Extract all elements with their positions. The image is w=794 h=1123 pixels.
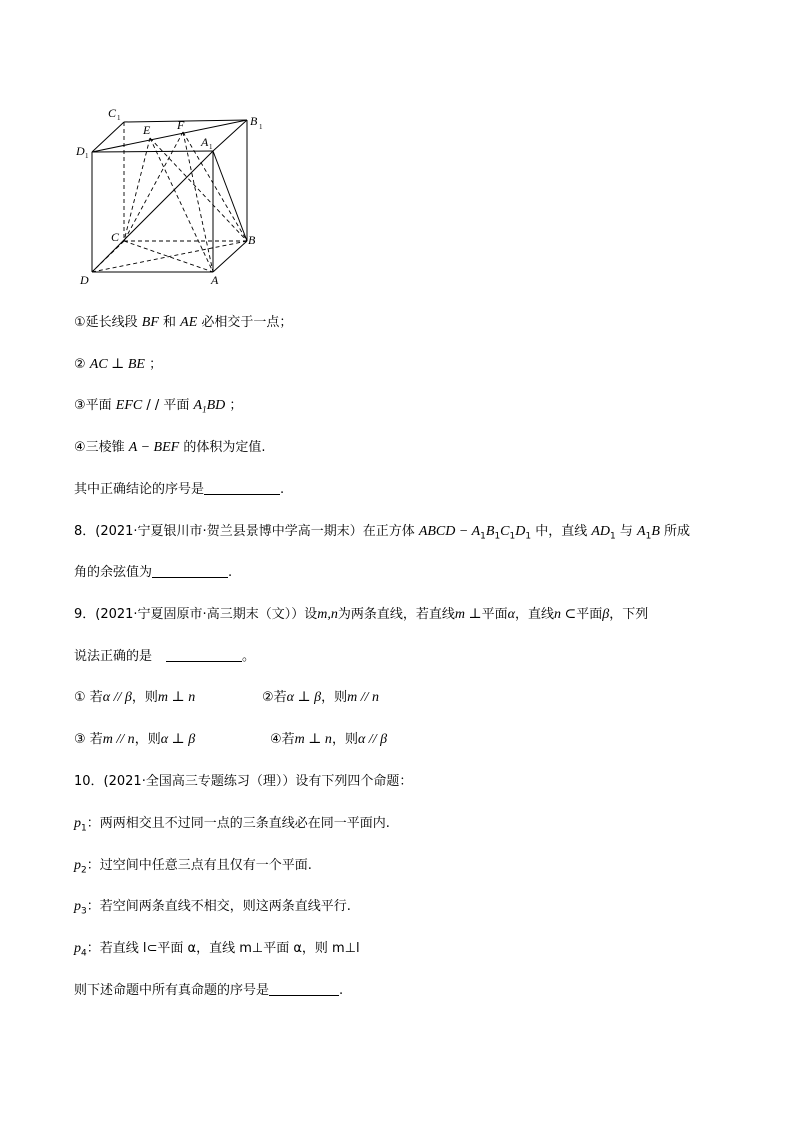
q9-option-3: ③ 若m // n，则α ⊥ β bbox=[74, 732, 196, 747]
svg-text:1: 1 bbox=[209, 143, 213, 151]
q9-option-4: ④若m ⊥ n，则α // β bbox=[270, 732, 388, 747]
edge-C1D1 bbox=[92, 122, 124, 152]
q8-line1: 8．(2021·宁夏银川市·贺兰县景博中学高一期末）在正方体 ABCD − $A_1B_1C_1D_1$ 中，直线 $AD_1$ 与 $A_1B$ 所成 bbox=[74, 524, 691, 542]
q9-line2: 说法正确的是 。 bbox=[74, 649, 256, 664]
label-C1: C bbox=[108, 106, 117, 120]
q10-proposition-1: $p_1$：两两相交且不过同一点的三条直线必在同一平面内. bbox=[74, 816, 390, 834]
q8-answer-blank bbox=[152, 564, 228, 578]
segment-EB bbox=[150, 138, 247, 241]
segment-FB bbox=[183, 132, 247, 241]
label-A1: A bbox=[201, 135, 209, 149]
q9-line1: 9．(2021·宁夏固原市·高三期末（文））设m,n为两条直线，若直线m ⊥平面α，直线n ⊂平面β，下列 bbox=[74, 607, 649, 622]
edge-C1B1 bbox=[124, 120, 247, 122]
q9-answer-blank bbox=[166, 648, 242, 662]
edge-CD bbox=[92, 241, 124, 272]
q10-answer-line: 则下述命题中所有真命题的序号是 . bbox=[74, 983, 344, 998]
q9-option-2: ②若α ⊥ β，则m // n bbox=[262, 690, 380, 705]
q9-option-1: ① 若α // β，则m ⊥ n bbox=[74, 690, 196, 705]
label-E: E bbox=[143, 123, 151, 137]
conclusion-1: ①延长线段 BF 和 AE 必相交于一点； bbox=[74, 315, 293, 330]
svg-text:1: 1 bbox=[117, 114, 121, 122]
segment-EC bbox=[124, 138, 150, 241]
svg-text:1: 1 bbox=[259, 123, 263, 131]
label-F: F bbox=[177, 118, 185, 132]
q10-heading: 10．(2021·全国高三专题练习（理））设有下列四个命题： bbox=[74, 774, 413, 789]
label-B: B bbox=[248, 233, 256, 247]
q10-proposition-3: $p_3$：若空间两条直线不相交，则这两条直线平行. bbox=[74, 899, 351, 917]
q8-line2: 角的余弦值为 . bbox=[74, 565, 233, 580]
conclusion-2: ② AC ⊥ BE ； bbox=[74, 357, 163, 372]
label-D1: D bbox=[76, 144, 85, 158]
q10-proposition-4: $p_4$：若直线 l⊂平面 α，直线 m⊥平面 α，则 m⊥l bbox=[74, 941, 360, 959]
label-B1: B bbox=[250, 114, 258, 128]
label-A: A bbox=[211, 273, 219, 287]
cube-diagram bbox=[70, 96, 270, 296]
conclusion-4: ④三棱锥 A − BEF 的体积为定值. bbox=[74, 440, 266, 455]
segment-DA1 bbox=[92, 151, 213, 272]
q7-answer-line: 其中正确结论的序号是 . bbox=[74, 482, 285, 497]
edge-AB bbox=[213, 241, 247, 272]
q10-answer-blank bbox=[269, 982, 339, 996]
q10-proposition-2: $p_2$：过空间中任意三点有且仅有一个平面. bbox=[74, 858, 312, 876]
segment-DB bbox=[92, 241, 247, 272]
svg-text:1: 1 bbox=[85, 152, 89, 160]
edge-B1A1 bbox=[213, 120, 247, 151]
cube-figure bbox=[70, 96, 270, 296]
segment-D1B1 bbox=[92, 120, 247, 152]
q7-answer-blank bbox=[204, 481, 280, 495]
segment-A1B bbox=[213, 151, 247, 241]
segment-FC bbox=[124, 132, 183, 241]
label-C: C bbox=[111, 230, 120, 244]
conclusion-3: ③平面 EFC / / 平面 $A_1BD$ ； bbox=[74, 398, 243, 415]
label-D: D bbox=[80, 273, 89, 287]
